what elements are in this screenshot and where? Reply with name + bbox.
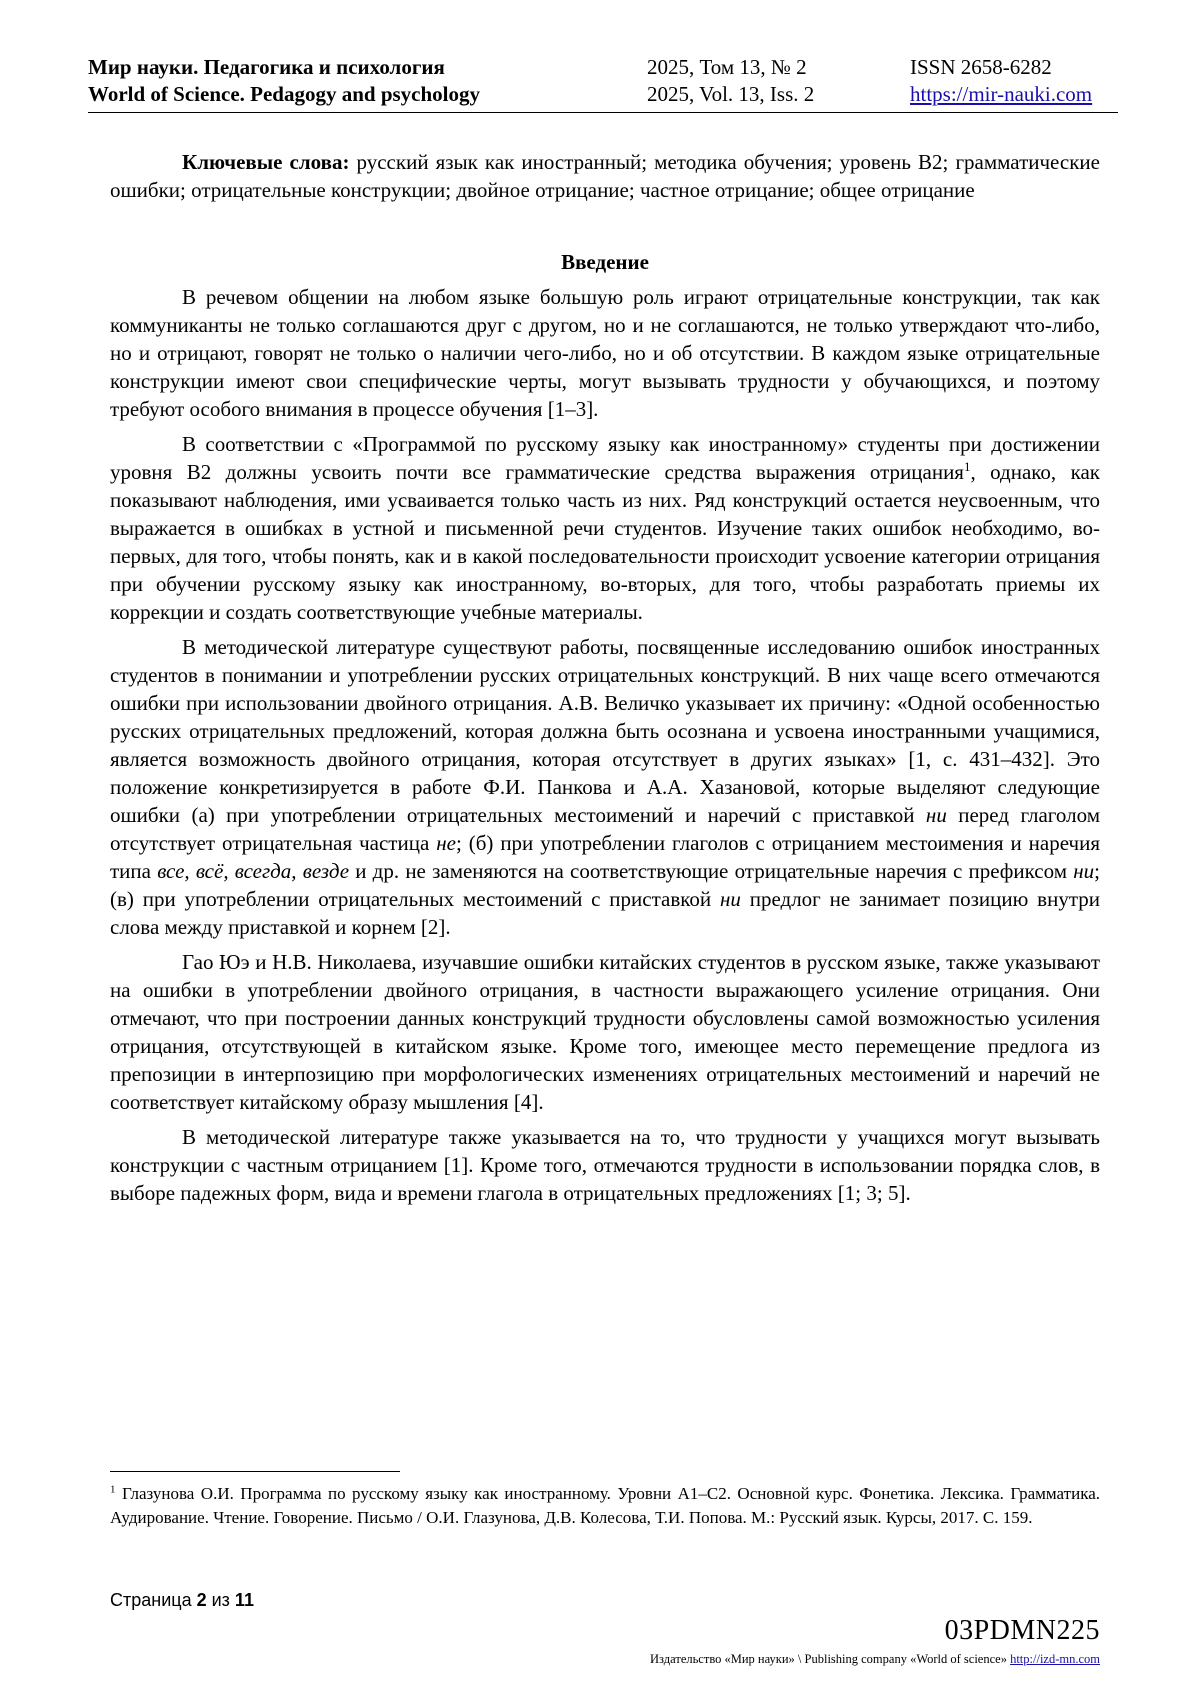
footnote [110,1482,1100,1530]
footnote-divider [110,1471,400,1472]
article-body [110,148,1100,1214]
journal-title-en: World of Science. Pedagogy and psychology [88,82,481,106]
italic-term: ни [925,803,947,827]
footnote-text: Глазунова О.И. Программа по русскому языку как иностранному. Уровни А1–С2. Основной курс. Фонетика. Лексика. Грамматика. Аудирование. Чтение. Говорение. Письмо / О.И. Глазунова, Д.В. Колесова, Т.И. Попова. М.: Русский язык. Курсы, 2017. С. 159. [110,1484,1100,1527]
issn-block [910,54,1092,108]
publisher-link[interactable]: http://izd-mn.com [1010,1652,1100,1666]
paragraph-1: В речевом общении на любом языке большую роль играют отрицательные конструкции, так как коммуниканты не только соглашаются друг с другом, но и не соглашаются, не только утверждают что-либо, но и отрицают, говорят не только о наличии чего-либо, но и об отсутствии. В каждом языке отрицательные конструкции имеют свои специфические черты, могут вызывать трудности у обучающихся, и поэтому требуют особого внимания в процессе обучения [1–3]. [110,285,1100,421]
publisher-line [650,1652,1100,1667]
paragraph-2 [110,430,1100,626]
paragraph-3 [110,633,1100,941]
italic-term: не [436,831,456,855]
page-header [88,54,1118,112]
paragraph-3-part-a: В методической литературе существуют работы, посвященные исследованию ошибок иностранных студентов в понимании и употреблении русских отрицательных конструкций. В них чаще всего отмечаются ошибки при использовании двойного отрицания. А.В. Величко указывает их причину: «Одной особенностью русских отрицательных предложений, которая должна быть осознана и усвоена иностранными учащимися, является возможность двойного отрицания, которая отсутствует в других языках» [1, с. 431–432]. Это положение конкретизируется в работе Ф.И. Панкова и А.А. Хазановой, которые выделяют следующие ошибки (а) при употреблении отрицательных местоимений и наречий с приставкой [110,635,1100,827]
issue-info-en: 2025, Vol. 13, Iss. 2 [647,82,815,106]
section-title: Введение [561,250,649,274]
italic-term: все, всё, всегда, везде [157,859,350,883]
article-code: 03PDMN225 [944,1615,1100,1646]
paragraph-3-part-f: предлог не занимает позицию внутри слова между приставкой и корнем [2]. [110,887,1100,939]
paragraph-2-part-a: В соответствии с «Программой по русскому языку как иностранному» студенты при достижении уровня В2 должны усвоить почти все грамматические средства выражения отрицания [110,432,1100,484]
paragraph-3-part-c: ; (б) при употреблении глаголов с отрицанием местоимения и наречия типа [110,831,1100,883]
issue-info [647,54,814,108]
journal-title [88,54,480,108]
paragraph-3-part-b: перед глаголом отсутствует отрицательная частица [110,803,1100,855]
page-of: из [206,1590,235,1610]
page-total: 11 [234,1590,254,1610]
page-current: 2 [196,1590,207,1610]
page-number [110,1590,254,1611]
keywords-label: Ключевые слова: [182,150,350,174]
issn: ISSN 2658-6282 [910,55,1052,79]
footnote-ref[interactable]: 1 [963,459,971,474]
paragraph-3-part-e: ; (в) при употреблении отрицательных местоимений с приставкой [110,859,1100,911]
journal-title-ru: Мир науки. Педагогика и психология [88,55,445,79]
footnote-number: 1 [110,1483,116,1496]
journal-url-link[interactable]: https://mir-nauki.com [910,82,1093,106]
paragraph-4: Гао Юэ и Н.В. Николаева, изучавшие ошибки китайских студентов в русском языке, также указывают на ошибки в употреблении двойного отрицания, в частности выражающего усиление отрицания. Они отмечают, что при построении данных конструкций трудности обусловлены самой возможностью усиления отрицания, отсутствующей в китайском языке. Кроме того, имеющее место перемещение предлога из препозиции в интерпозицию при морфологических изменениях отрицательных местоимений и наречий не соответствует китайскому образу мышления [4]. [110,950,1100,1114]
italic-term: ни [719,887,741,911]
keywords-text: русский язык как иностранный; методика обучения; уровень B2; грамматические ошибки; отрицательные конструкции; двойное отрицание; частное отрицание; общее отрицание [110,150,1100,202]
issue-info-ru: 2025, Том 13, № 2 [647,55,807,79]
paragraph-3-part-d: и др. не заменяются на соответствующие отрицательные наречия с префиксом [349,859,1074,883]
page-word: Страница [110,1590,197,1610]
header-divider [88,112,1118,113]
keywords [110,148,1100,204]
paragraph-2-part-b: , однако, как показывают наблюдения, ими усваивается только часть из них. Ряд конструкций остается неусвоенным, что выражается в ошибках в устной и письменной речи студентов. Изучение таких ошибок необходимо, во-первых, для того, чтобы понять, как и в какой последовательности происходит усвоение категории отрицания при обучении русскому языку как иностранному, во-вторых, для того, чтобы разработать приемы их коррекции и создать соответствующие учебные материалы. [110,460,1100,624]
italic-term: ни [1073,859,1095,883]
paragraph-5: В методической литературе также указывается на то, что трудности у учащихся могут вызывать конструкции с частным отрицанием [1]. Кроме того, отмечаются трудности в использовании порядка слов, в выборе падежных форм, вида и времени глагола в отрицательных предложениях [1; 3; 5]. [110,1125,1100,1205]
publisher-text: Издательство «Мир науки» \ Publishing company «World of science» [650,1652,1011,1666]
